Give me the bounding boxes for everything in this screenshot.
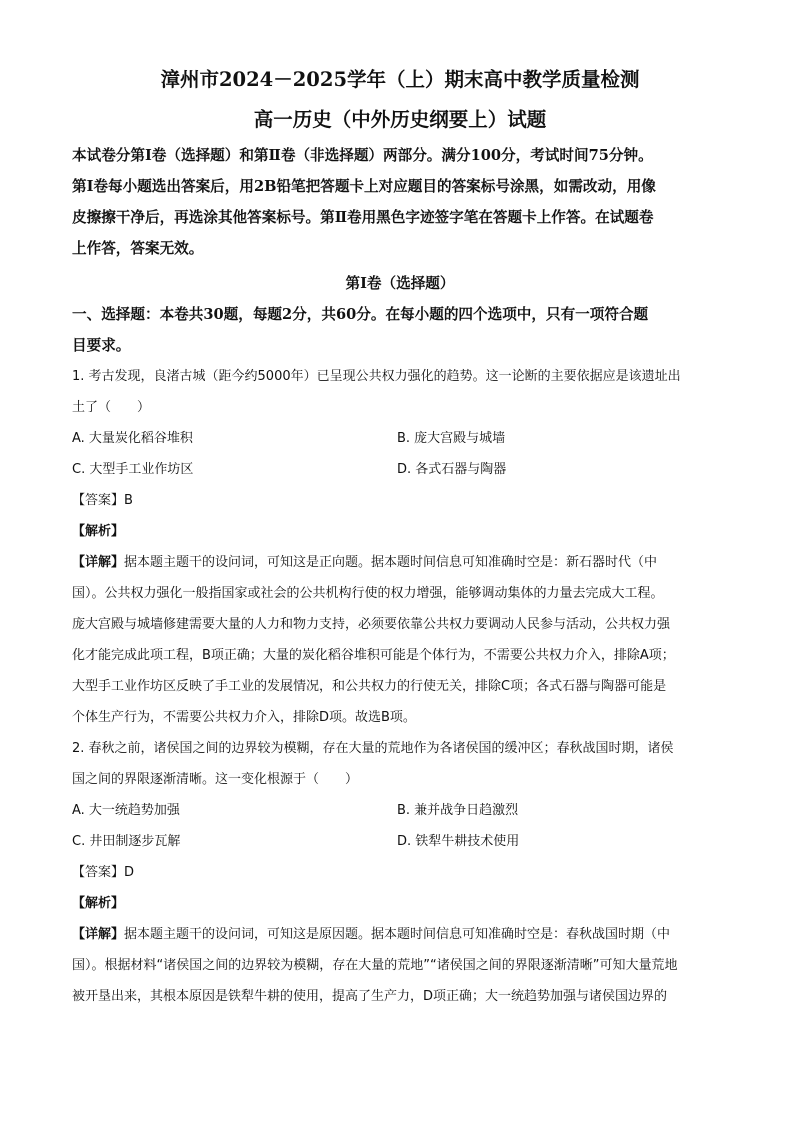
option-d: D. 铁犁牛耕技术使用 [397,834,520,849]
answer-tag: 【答案】 [72,865,125,880]
instruction-line: 上作答，答案无效。 [72,240,204,257]
analysis-tag [72,516,728,547]
detail-line: 被开垦出来，其根本原因是铁犁牛耕的使用，提高了生产力，D项正确；大一统趋势加强与诸侯国边界的 [72,989,668,1004]
option-c: C. 大型手工业作坊区 [72,462,194,477]
part-heading [72,299,728,361]
instructions [72,140,728,264]
options [72,423,728,485]
detail-line: 化才能完成此项工程，B项正确；大量的炭化稻谷堆积可能是个体行为，不需要公共权力介入，排除A项； [72,648,675,663]
option-a: A. 大量炭化稻谷堆积 [72,431,193,446]
instruction-line: 本试卷分第Ⅰ卷（选择题）和第Ⅱ卷（非选择题）两部分。满分100分，考试时间75分钟。 [72,147,653,164]
section-title: 第Ⅰ卷（选择题） [345,275,455,292]
analysis-label: 【解析】 [72,524,125,539]
answer-row [72,857,728,888]
question-stem: 土了（ ） [72,400,151,415]
option-b: B. 庞大宫殿与城墙 [397,431,506,446]
analysis-tag [72,888,728,919]
detail-line [72,919,728,950]
detail-line: 大型手工业作坊区反映了手工业的发展情况，和公共权力的行使无关，排除C项；各式石器与陶器可能是 [72,679,667,694]
detail-line: 国）。根据材料“诸侯国之间的边界较为模糊，存在大量的荒地”“诸侯国之间的界限逐渐清晰”可知大量荒地 [72,958,678,973]
question-stem: 国之间的界限逐渐清晰。这一变化根源于（ ） [72,772,359,787]
analysis-label: 【解析】 [72,896,125,911]
instruction-line: 皮擦擦干净后，再选涂其他答案标号。第Ⅱ卷用黑色字迹签字笔在答题卡上作答。在试题卷 [72,209,654,226]
exam-page [72,62,728,1012]
option-a: A. 大一统趋势加强 [72,803,180,818]
answer-tag: 【答案】 [72,493,125,508]
detail-line: 庞大宫殿与城墙修建需要大量的人力和物力支持，必须要依靠公共权力要调动人民参与活动，公共权力强 [72,617,671,632]
detail-tag: 【详解】 [72,555,125,570]
question-2 [72,733,728,1012]
question-stem: 2. 春秋之前，诸侯国之间的边界较为模糊，存在大量的荒地作为各诸侯国的缓冲区；春秋战国时期，诸侯 [72,741,674,756]
option-c: C. 井田制逐步瓦解 [72,834,181,849]
answer-row [72,485,728,516]
detail-tag: 【详解】 [72,927,125,942]
instruction-line: 第Ⅰ卷每小题选出答案后，用2B铅笔把答题卡上对应题目的答案标号涂黑，如需改动，用像 [72,178,656,195]
part-heading-line: 一、选择题：本卷共30题，每题2分，共60分。在每小题的四个选项中，只有一项符合题 [72,306,649,323]
options [72,795,728,857]
option-d: D. 各式石器与陶器 [397,462,507,477]
detail-text: 据本题主题干的设问词，可知这是原因题。据本题时间信息可知准确时空是：春秋战国时期（中 [124,927,671,942]
part-heading-line: 目要求。 [72,337,131,354]
exam-title: 漳州市2024－2025学年（上）期末高中教学质量检测 [160,68,640,91]
question-1 [72,361,728,733]
answer-value: B [124,493,133,508]
detail-text: 据本题主题干的设问词，可知这是正向题。据本题时间信息可知准确时空是：新石器时代（中 [124,555,658,570]
detail-line: 国）。公共权力强化一般指国家或社会的公共机构行使的权力增强，能够调动集体的力量去完成大工程。 [72,586,664,601]
exam-subtitle: 高一历史（中外历史纲要上）试题 [253,108,547,131]
answer-value: D [124,865,135,880]
option-b: B. 兼并战争日趋激烈 [397,803,519,818]
detail-line [72,547,728,578]
question-stem: 1. 考古发现，良渚古城（距今约5000年）已呈现公共权力强化的趋势。这一论断的主要依据应是该遗址出 [72,369,681,384]
detail-line: 个体生产行为，不需要公共权力介入，排除D项。故选B项。 [72,710,416,725]
